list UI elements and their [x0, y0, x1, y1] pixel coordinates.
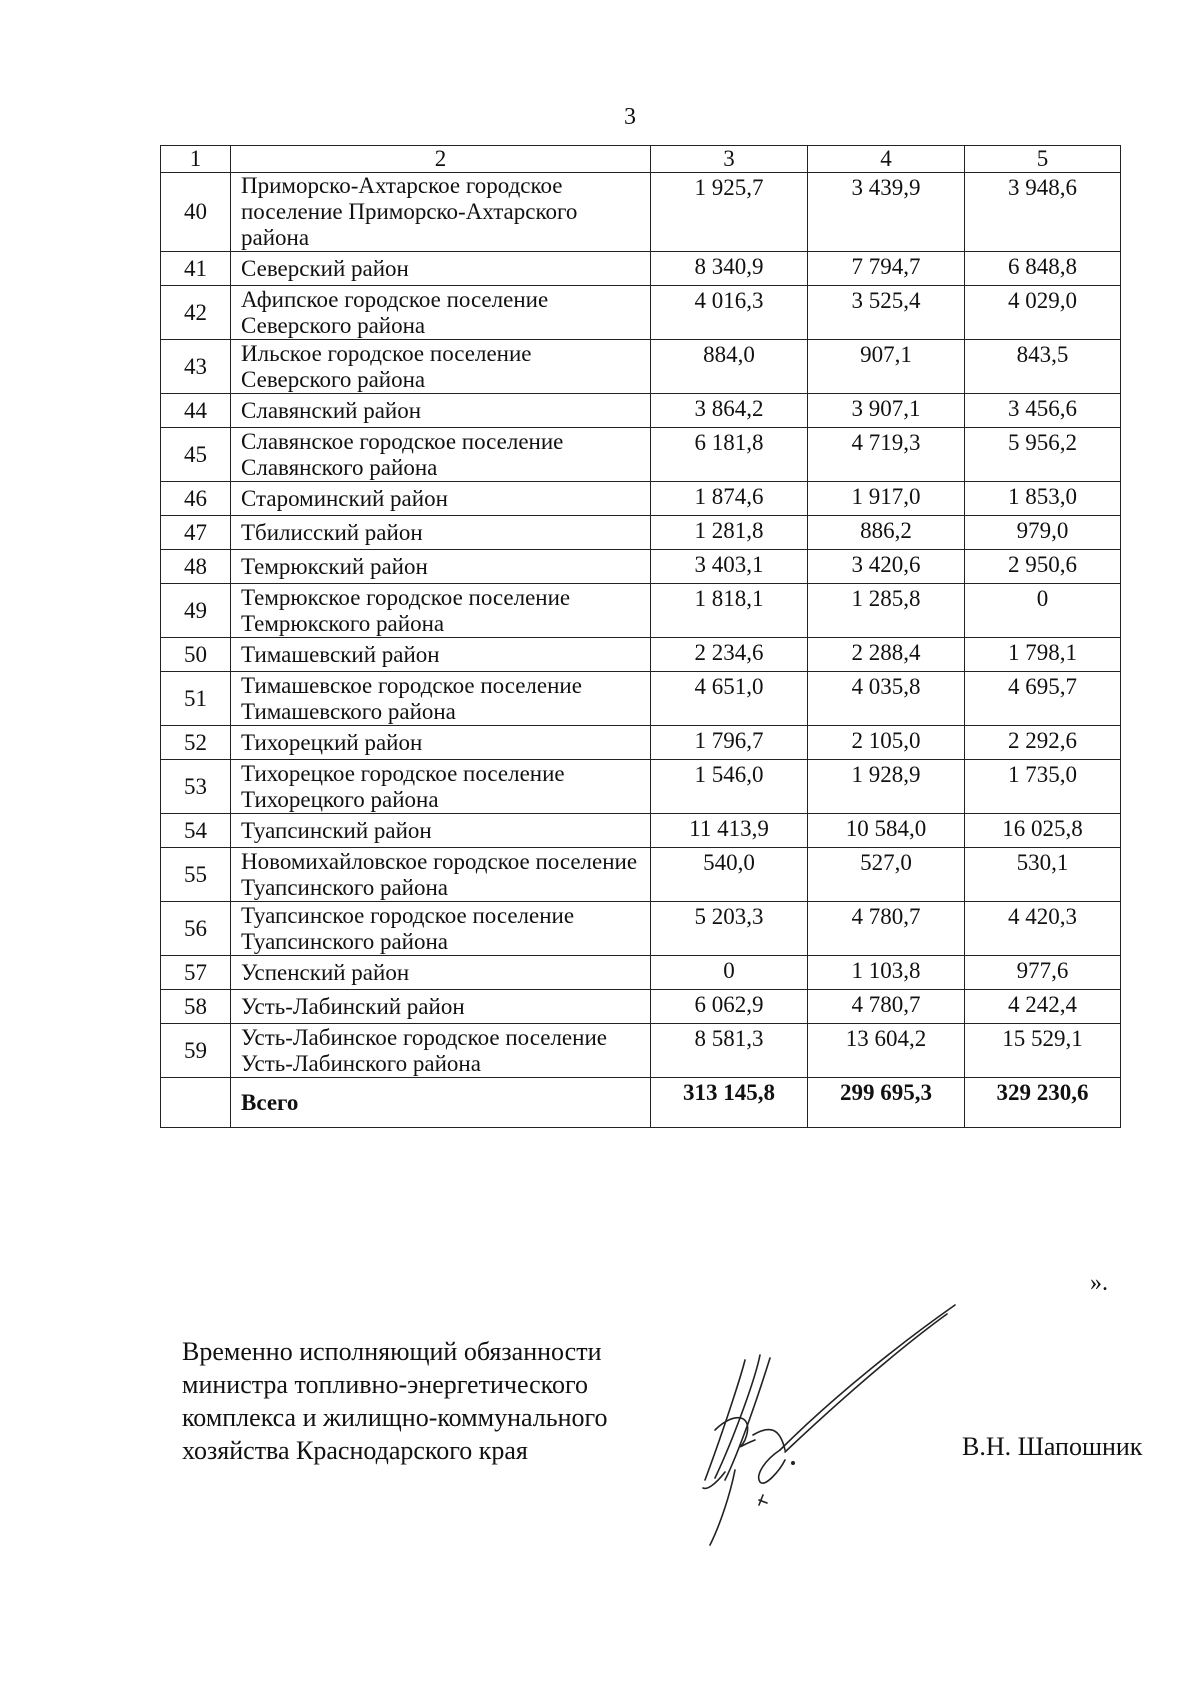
value-cell-col3: 884,0	[651, 340, 808, 394]
value-cell-col4: 1 917,0	[808, 482, 965, 516]
value-cell-col4: 907,1	[808, 340, 965, 394]
closing-quote: ».	[1090, 1270, 1108, 1296]
handwritten-signature	[685, 1300, 965, 1550]
row-name-cell: Усть-Лабинский район	[231, 990, 651, 1024]
table-row	[161, 848, 1121, 902]
value-cell-col5: 1 735,0	[965, 760, 1121, 814]
value-cell-col5: 15 529,1	[965, 1024, 1121, 1078]
value-cell-col3: 8 340,9	[651, 252, 808, 286]
value-cell-col5: 0	[965, 584, 1121, 638]
value-cell-col4: 2 105,0	[808, 726, 965, 760]
table-body	[161, 146, 1121, 1128]
value-cell-col4: 3 907,1	[808, 394, 965, 428]
value-cell-col5: 4 695,7	[965, 672, 1121, 726]
row-number-cell: 41	[161, 252, 231, 286]
table-header-row	[161, 146, 1121, 173]
row-name-cell: Тимашевский район	[231, 638, 651, 672]
header-cell-5: 5	[965, 146, 1121, 173]
table-row	[161, 956, 1121, 990]
signer-title-line: Временно исполняющий обязанности	[182, 1337, 602, 1366]
value-cell-col3: 0	[651, 956, 808, 990]
value-cell-col4: 886,2	[808, 516, 965, 550]
table-row	[161, 672, 1121, 726]
table-row	[161, 726, 1121, 760]
table-row	[161, 638, 1121, 672]
value-cell-col5: 977,6	[965, 956, 1121, 990]
row-number-cell: 57	[161, 956, 231, 990]
row-name-cell: Успенский район	[231, 956, 651, 990]
value-cell-col5: 329 230,6	[965, 1078, 1121, 1128]
value-cell-col5: 979,0	[965, 516, 1121, 550]
row-number-cell: 45	[161, 428, 231, 482]
row-name-cell: Туапсинский район	[231, 814, 651, 848]
row-name-cell: Афипское городское поселение Северского района	[231, 286, 651, 340]
value-cell-col3: 1 925,7	[651, 173, 808, 252]
value-cell-col5: 2 950,6	[965, 550, 1121, 584]
row-name-cell: Тихорецкий район	[231, 726, 651, 760]
table-total-row	[161, 1078, 1121, 1128]
value-cell-col5: 4 242,4	[965, 990, 1121, 1024]
value-cell-col3: 1 796,7	[651, 726, 808, 760]
row-number-cell: 59	[161, 1024, 231, 1078]
header-cell-2: 2	[231, 146, 651, 173]
value-cell-col4: 4 780,7	[808, 990, 965, 1024]
table-row	[161, 550, 1121, 584]
table-row	[161, 760, 1121, 814]
value-cell-col3: 540,0	[651, 848, 808, 902]
value-cell-col3: 4 651,0	[651, 672, 808, 726]
value-cell-col4: 4 035,8	[808, 672, 965, 726]
value-cell-col3: 5 203,3	[651, 902, 808, 956]
row-name-cell: Темрюкский район	[231, 550, 651, 584]
row-number-cell: 53	[161, 760, 231, 814]
signer-title-line: хозяйства Краснодарского края	[182, 1436, 528, 1465]
value-cell-col5: 16 025,8	[965, 814, 1121, 848]
row-name-cell: Староминский район	[231, 482, 651, 516]
value-cell-col3: 2 234,6	[651, 638, 808, 672]
value-cell-col5: 6 848,8	[965, 252, 1121, 286]
data-table	[160, 145, 1121, 1128]
header-cell-1: 1	[161, 146, 231, 173]
row-name-cell: Усть-Лабинское городское поселение Усть-Лабинского района	[231, 1024, 651, 1078]
value-cell-col3: 4 016,3	[651, 286, 808, 340]
value-cell-col4: 1 928,9	[808, 760, 965, 814]
value-cell-col3: 1 281,8	[651, 516, 808, 550]
value-cell-col5: 4 420,3	[965, 902, 1121, 956]
header-cell-3: 3	[651, 146, 808, 173]
value-cell-col4: 3 420,6	[808, 550, 965, 584]
row-name-cell: Тбилисский район	[231, 516, 651, 550]
value-cell-col4: 299 695,3	[808, 1078, 965, 1128]
value-cell-col4: 527,0	[808, 848, 965, 902]
value-cell-col4: 10 584,0	[808, 814, 965, 848]
value-cell-col4: 13 604,2	[808, 1024, 965, 1078]
table-row	[161, 814, 1121, 848]
row-name-cell: Темрюкское городское поселение Темрюкского района	[231, 584, 651, 638]
row-name-cell: Тихорецкое городское поселение Тихорецкого района	[231, 760, 651, 814]
value-cell-col4: 7 794,7	[808, 252, 965, 286]
page-number: 3	[624, 104, 636, 130]
value-cell-col3: 313 145,8	[651, 1078, 808, 1128]
value-cell-col5: 3 456,6	[965, 394, 1121, 428]
row-number-cell: 56	[161, 902, 231, 956]
row-name-cell: Туапсинское городское поселение Туапсинского района	[231, 902, 651, 956]
row-number-cell: 50	[161, 638, 231, 672]
value-cell-col3: 11 413,9	[651, 814, 808, 848]
table-row	[161, 902, 1121, 956]
value-cell-col4: 3 525,4	[808, 286, 965, 340]
value-cell-col4: 4 780,7	[808, 902, 965, 956]
row-number-cell: 40	[161, 173, 231, 252]
row-number-cell: 43	[161, 340, 231, 394]
table-row	[161, 428, 1121, 482]
row-name-cell: Новомихайловское городское поселение Туапсинского района	[231, 848, 651, 902]
table-row	[161, 584, 1121, 638]
table-row	[161, 173, 1121, 252]
value-cell-col5: 2 292,6	[965, 726, 1121, 760]
table-row	[161, 340, 1121, 394]
value-cell-col4: 4 719,3	[808, 428, 965, 482]
value-cell-col3: 6 181,8	[651, 428, 808, 482]
signer-title-line: министра топливно-энергетического	[182, 1370, 589, 1399]
table-row	[161, 990, 1121, 1024]
value-cell-col3: 1 818,1	[651, 584, 808, 638]
row-number-cell: 54	[161, 814, 231, 848]
value-cell-col4: 1 103,8	[808, 956, 965, 990]
row-number-cell: 58	[161, 990, 231, 1024]
row-name-cell: Тимашевское городское поселение Тимашевского района	[231, 672, 651, 726]
table-row	[161, 286, 1121, 340]
value-cell-col3: 6 062,9	[651, 990, 808, 1024]
row-number-cell: 55	[161, 848, 231, 902]
value-cell-col4: 2 288,4	[808, 638, 965, 672]
value-cell-col3: 1 546,0	[651, 760, 808, 814]
header-cell-4: 4	[808, 146, 965, 173]
row-number-cell: 46	[161, 482, 231, 516]
row-name-cell: Всего	[231, 1078, 651, 1128]
value-cell-col5: 843,5	[965, 340, 1121, 394]
value-cell-col3: 8 581,3	[651, 1024, 808, 1078]
row-name-cell: Славянский район	[231, 394, 651, 428]
row-name-cell: Славянское городское поселение Славянского района	[231, 428, 651, 482]
table-row	[161, 1024, 1121, 1078]
table-row	[161, 252, 1121, 286]
row-name-cell: Приморско-Ахтарское городское поселение Приморско-Ахтарского района	[231, 173, 651, 252]
value-cell-col5: 530,1	[965, 848, 1121, 902]
value-cell-col3: 3 403,1	[651, 550, 808, 584]
value-cell-col4: 3 439,9	[808, 173, 965, 252]
row-number-cell: 47	[161, 516, 231, 550]
row-name-cell: Ильское городское поселение Северского района	[231, 340, 651, 394]
row-number-cell: 44	[161, 394, 231, 428]
signer-name: В.Н. Шапошник	[962, 1432, 1143, 1461]
value-cell-col5: 1 853,0	[965, 482, 1121, 516]
table-row	[161, 516, 1121, 550]
row-number-cell: 51	[161, 672, 231, 726]
row-number-cell: 42	[161, 286, 231, 340]
row-number-cell: 49	[161, 584, 231, 638]
value-cell-col5: 5 956,2	[965, 428, 1121, 482]
value-cell-col3: 1 874,6	[651, 482, 808, 516]
row-number-cell	[161, 1078, 231, 1128]
value-cell-col3: 3 864,2	[651, 394, 808, 428]
row-number-cell: 52	[161, 726, 231, 760]
value-cell-col5: 4 029,0	[965, 286, 1121, 340]
value-cell-col5: 1 798,1	[965, 638, 1121, 672]
row-number-cell: 48	[161, 550, 231, 584]
value-cell-col5: 3 948,6	[965, 173, 1121, 252]
signer-title	[182, 1335, 702, 1467]
value-cell-col4: 1 285,8	[808, 584, 965, 638]
signer-title-line: комплекса и жилищно-коммунального	[182, 1403, 608, 1432]
row-name-cell: Северский район	[231, 252, 651, 286]
table-row	[161, 482, 1121, 516]
table-row	[161, 394, 1121, 428]
